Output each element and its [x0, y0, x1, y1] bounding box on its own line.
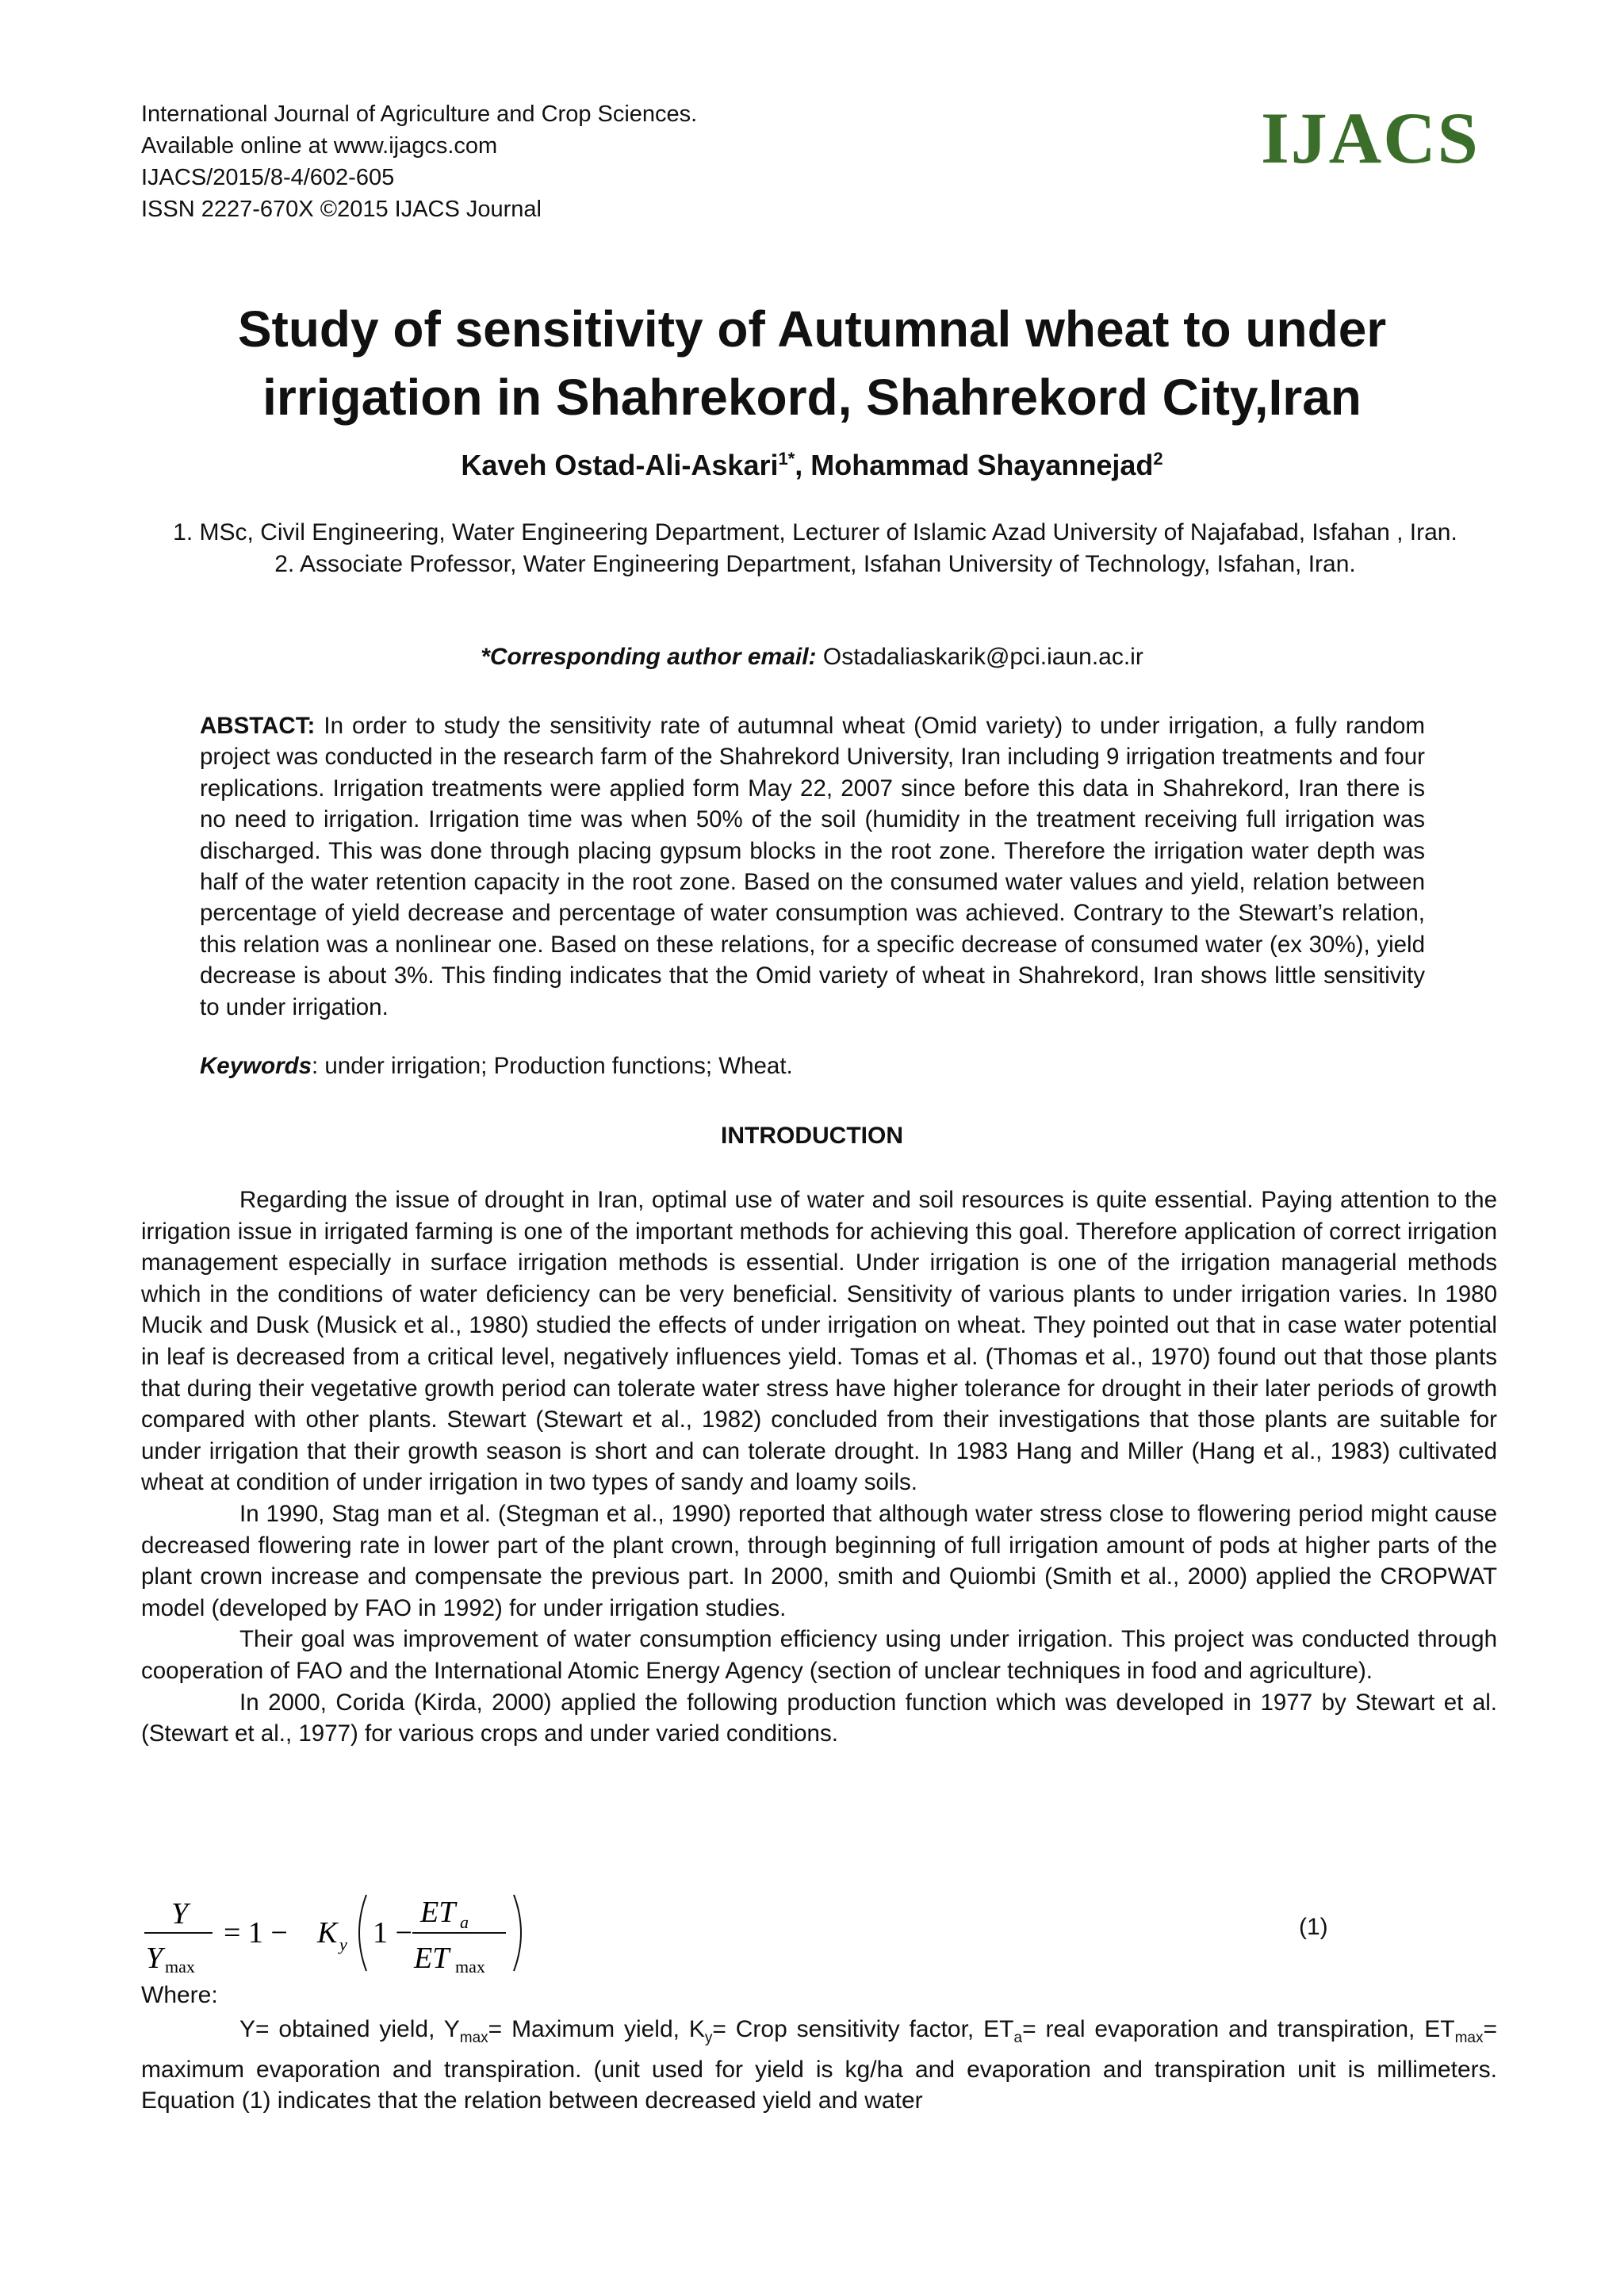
journal-citation: IJACS/2015/8-4/602-605 [141, 165, 395, 190]
eq-denominator-et: ET [414, 1942, 450, 1975]
journal-logo: IJACS [1261, 98, 1480, 178]
introduction-body [141, 1184, 1497, 1750]
abstract [200, 710, 1425, 1023]
abstract-label: ABSTACT: [200, 713, 316, 739]
author-list [0, 449, 1624, 482]
def-text-5: = maximum evaporation and transpiration. (unit used for yield is kg/ha and evaporation and transpiration unit is millimeters. Equation (1) indicates that the relation between decreased yield and water [141, 2016, 1498, 2114]
eq-numerator-et-sub: a [460, 1912, 469, 1932]
intro-paragraph-4: In 2000, Corida (Kirda, 2000) applied the following production function which was developed in 1977 by Stewart et al. (Stewart et al., 1977) for various crops and under varied conditions. [141, 1689, 1497, 1747]
intro-paragraph-1: Regarding the issue of drought in Iran, optimal use of water and soil resources is quite essential. Paying attention to the irrigation issue in irrigated farming is one of the important methods for achieving this goal. Therefore application of correct irrigation management especially in surface irrigation methods is essential. Under irrigation is one of the irrigation managerial methods which in the conditions of water deficiency can be very beneficial. Sensitivity of various plants to under irrigation varies. In 1980 Mucik and Dusk (Musick et al., 1980) studied the effects of under irrigation on wheat. They pointed out that in case water potential in leaf is decreased from a critical level, negatively influences yield. Tomas et al. (Thomas et al., 1970) found out that those plants that during their vegetative growth period can tolerate water stress have higher tolerance for drought in their later periods of growth compared with other plants. Stewart (Stewart et al., 1982) concluded from their investigations that those plants are suitable for under irrigation that their growth season is short and can tolerate drought. In 1983 Hang and Miller (Hang et al., 1983) cultivated wheat at condition of under irrigation in two types of sandy and loamy soils. [141, 1187, 1497, 1496]
journal-website: Available online at www.ijagcs.com [141, 133, 498, 159]
intro-paragraph-3: Their goal was improvement of water consumption efficiency using under irrigation. This project was conducted through cooperation of FAO and the International Atomic Energy Agency (section of unclear techniques in food and agriculture). [141, 1626, 1497, 1684]
def-text-1: Y= obtained yield, Y [239, 2016, 460, 2042]
keywords [200, 1053, 1425, 1080]
author-1: Kaveh Ostad-Ali-Askari [461, 449, 779, 481]
def-sub-1: max [459, 2030, 488, 2046]
eq-k: K [317, 1916, 338, 1950]
def-sub-2: y [704, 2030, 713, 2046]
where-label: Where: [141, 1982, 218, 2008]
author-2: Mohammad Shayannejad [810, 449, 1154, 481]
eq-inner-one-minus: 1 − [373, 1916, 412, 1950]
eq-denominator-y: Y [146, 1942, 163, 1975]
journal-info [141, 98, 697, 225]
introduction-heading: INTRODUCTION [721, 1123, 903, 1149]
corresponding-email[interactable]: Ostadaliaskarik@pci.iaun.ac.ir [816, 644, 1143, 670]
eq-k-sub: y [339, 1934, 347, 1954]
eq-denominator-max: max [165, 1957, 195, 1976]
def-text-3: = Crop sensitivity factor, ET [712, 2016, 1014, 2042]
eq-left-paren [359, 1895, 366, 1971]
eq-denominator-et-max: max [455, 1957, 485, 1976]
affiliations [141, 517, 1489, 580]
eq-numerator-y: Y [171, 1897, 189, 1931]
affiliation-1: 1. MSc, Civil Engineering, Water Engineering Department, Lecturer of Islamic Azad University of Najafabad, Isfahan , Iran. [173, 519, 1457, 545]
abstract-text: In order to study the sensitivity rate of autumnal wheat (Omid variety) to under irrigation, a fully random project was conducted in the research farm of the Shahrekord University, Iran including 9 irrigation treatments and four replications. Irrigation treatments were applied form May 22, 2007 since before this data in Shahrekord, Iran there is no need to irrigation. Irrigation time was when 50% of the soil (humidity in the treatment receiving full irrigation was discharged. This was done through placing gypsum blocks in the root zone. Therefore the irrigation water depth was half of the water retention capacity in the root zone. Based on the consumed water values and yield, relation between percentage of yield decrease and percentage of water consumption was achieved. Contrary to the Stewart’s relation, this relation was a nonlinear one. Based on these relations, for a specific decrease of consumed water (ex 30%), yield decrease is about 3%. This finding indicates that the Omid variety of wheat in Shahrekord, Iran shows little sensitivity to under irrigation. [200, 713, 1425, 1020]
author-separator: , [795, 449, 811, 481]
keywords-colon: : [312, 1053, 319, 1079]
equation-1 [141, 1888, 1497, 1976]
definitions-paragraph [141, 2014, 1497, 2117]
author-2-superscript: 2 [1153, 449, 1163, 469]
author-1-superscript: 1* [778, 449, 795, 469]
corresponding-author [0, 644, 1624, 671]
equation-graphic [141, 1888, 649, 1976]
def-sub-4: max [1454, 2030, 1484, 2046]
eq-right-paren [514, 1895, 521, 1971]
def-sub-3: a [1013, 2030, 1023, 2046]
keywords-text: under irrigation; Production functions; Wheat. [318, 1053, 793, 1079]
affiliation-2: 2. Associate Professor, Water Engineering Department, Isfahan University of Technology, Isfahan, Iran. [274, 551, 1356, 577]
journal-name: International Journal of Agriculture and Crop Sciences. [141, 101, 698, 127]
corresponding-label: *Corresponding author email: [481, 644, 817, 670]
keywords-label: Keywords [200, 1053, 312, 1079]
journal-issn: ISSN 2227-670X ©2015 IJACS Journal [141, 197, 542, 222]
eq-equals-one-minus: = 1 − [224, 1916, 288, 1950]
def-text-2: = Maximum yield, K [488, 2016, 705, 2042]
equation-number: (1) [1299, 1914, 1328, 1940]
intro-paragraph-2: In 1990, Stag man et al. (Stegman et al., 1990) reported that although water stress close to flowering period might cause decreased flowering rate in lower part of the plant crown, through beginning of full irrigation amount of pods at higher parts of the plant crown increase and compensate the previous part. In 2000, smith and Quiombi (Smith et al., 2000) applied the CROPWAT model (developed by FAO in 1992) for under irrigation studies. [141, 1500, 1497, 1621]
variable-definitions [141, 2014, 1497, 2117]
paper-title: Study of sensitivity of Autumnal wheat to under irrigation in Shahrekord, Shahrekord City,Iran [237, 300, 1387, 426]
eq-numerator-et: ET [420, 1896, 456, 1929]
def-text-4: = real evaporation and transpiration, ET [1022, 2016, 1455, 2042]
